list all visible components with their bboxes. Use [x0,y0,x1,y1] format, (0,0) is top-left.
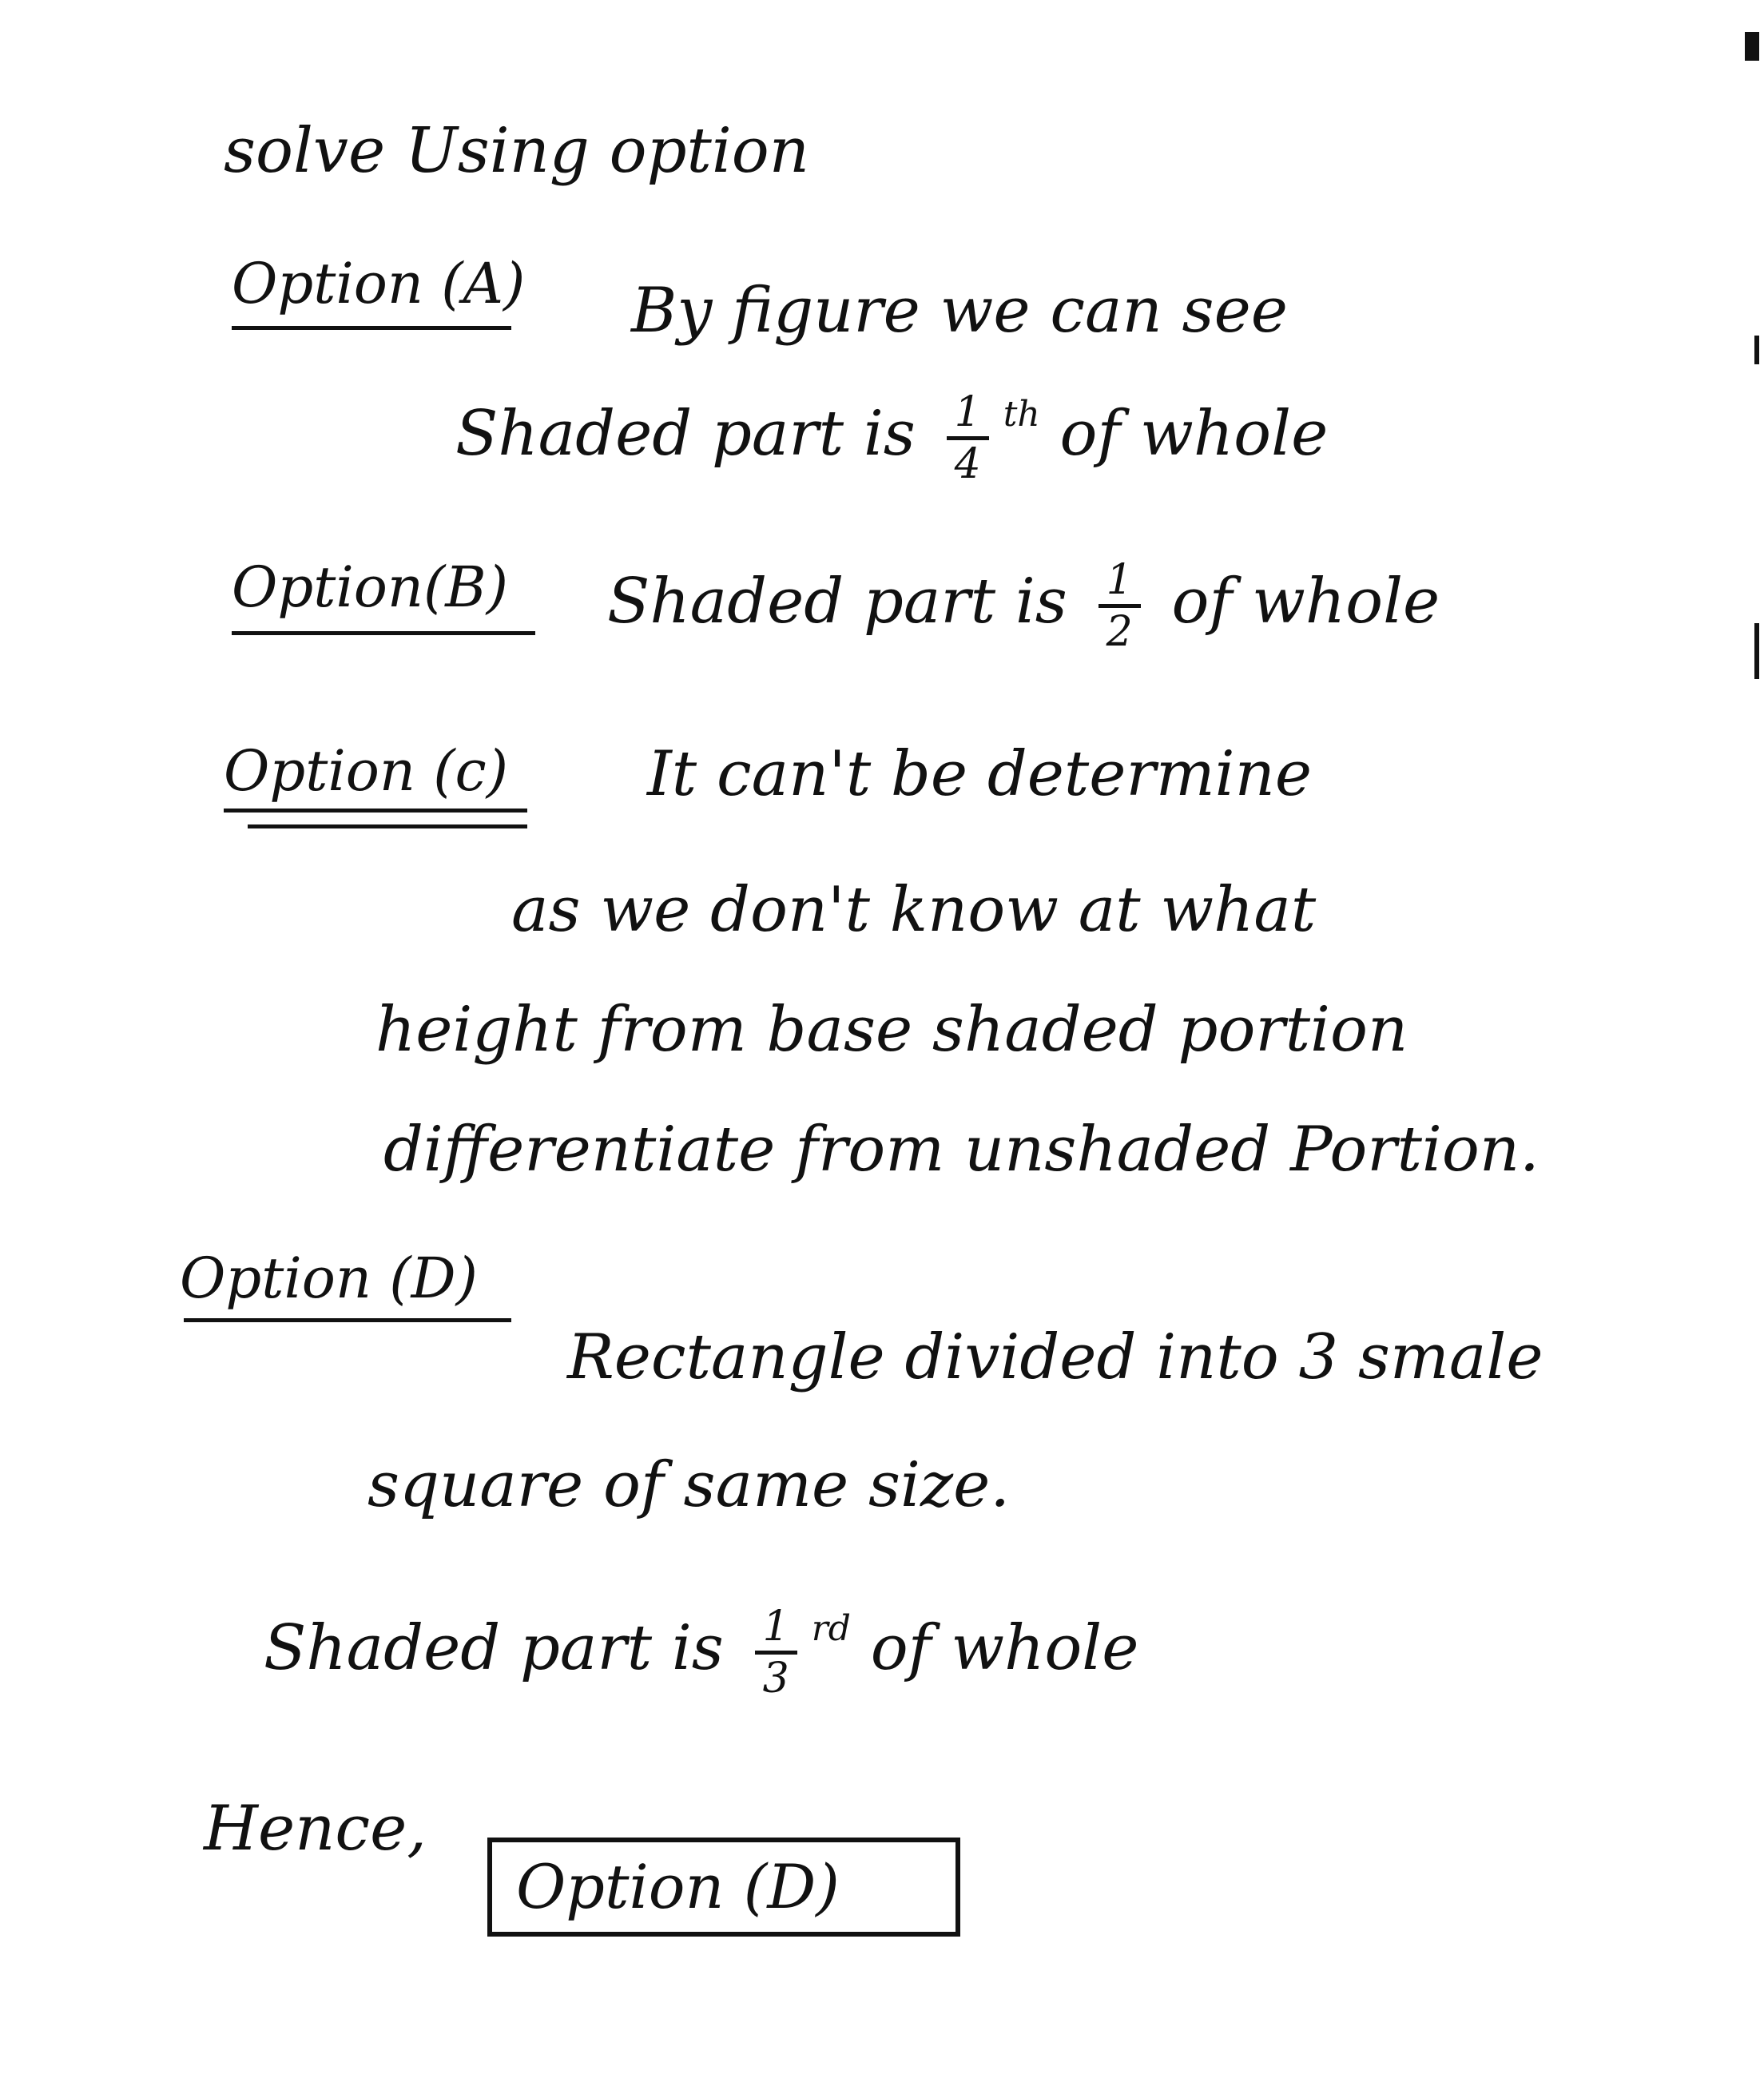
option-a-label: Option (A) [232,251,526,316]
option-c-line4: differentiate from unshaded Portion. [383,1114,1540,1186]
option-a-line1: By figure we can see [631,275,1288,347]
option-c-line2: as we don't know at what [511,874,1317,946]
option-d-line3-post: of whole [870,1612,1139,1684]
option-d-line2: square of same size. [368,1449,1011,1521]
option-c-underline [224,809,527,813]
option-a-line2 [455,388,1329,488]
option-d-sup: rd [811,1608,851,1649]
option-c-line3: height from base shaded portion [375,994,1408,1066]
option-d-line3 [264,1603,1139,1703]
conclusion-prefix: Hence, [204,1793,427,1865]
option-d-line1: Rectangle divided into 3 smale [567,1321,1544,1393]
option-a-line2-pre: Shaded part is [455,398,916,470]
option-d-fraction [755,1603,797,1703]
option-a-frac-den: 4 [954,440,981,488]
option-d-line3-pre: Shaded part is [264,1612,724,1684]
option-b-frac-den: 2 [1106,608,1133,656]
option-b-underline [232,631,535,635]
answer-box: Option (D) [487,1838,960,1937]
option-a-sup: th [1003,394,1040,435]
option-a-line2-post: of whole [1059,398,1329,470]
edge-mark [1745,32,1759,61]
option-b-line1-post: of whole [1171,566,1440,638]
option-b-label: Option(B) [232,554,509,620]
option-c-label: Option (c) [224,738,509,804]
option-c-line1: It can't be determine [647,738,1313,810]
option-b-frac-num: 1 [1099,559,1141,608]
option-b-line1 [607,556,1440,656]
edge-mark [1754,623,1759,679]
heading: solve Using option [224,115,810,187]
option-a-fraction [947,388,989,488]
option-c-underline-2 [248,824,527,828]
option-b-fraction [1099,556,1141,656]
option-a-frac-num: 1 [947,391,989,440]
option-d-frac-den: 3 [762,1655,789,1703]
edge-mark [1754,336,1759,364]
option-a-underline [232,326,511,330]
option-b-line1-pre: Shaded part is [607,566,1067,638]
option-d-label: Option (D) [180,1246,478,1311]
option-d-underline [184,1318,511,1322]
option-d-frac-num: 1 [755,1606,797,1655]
